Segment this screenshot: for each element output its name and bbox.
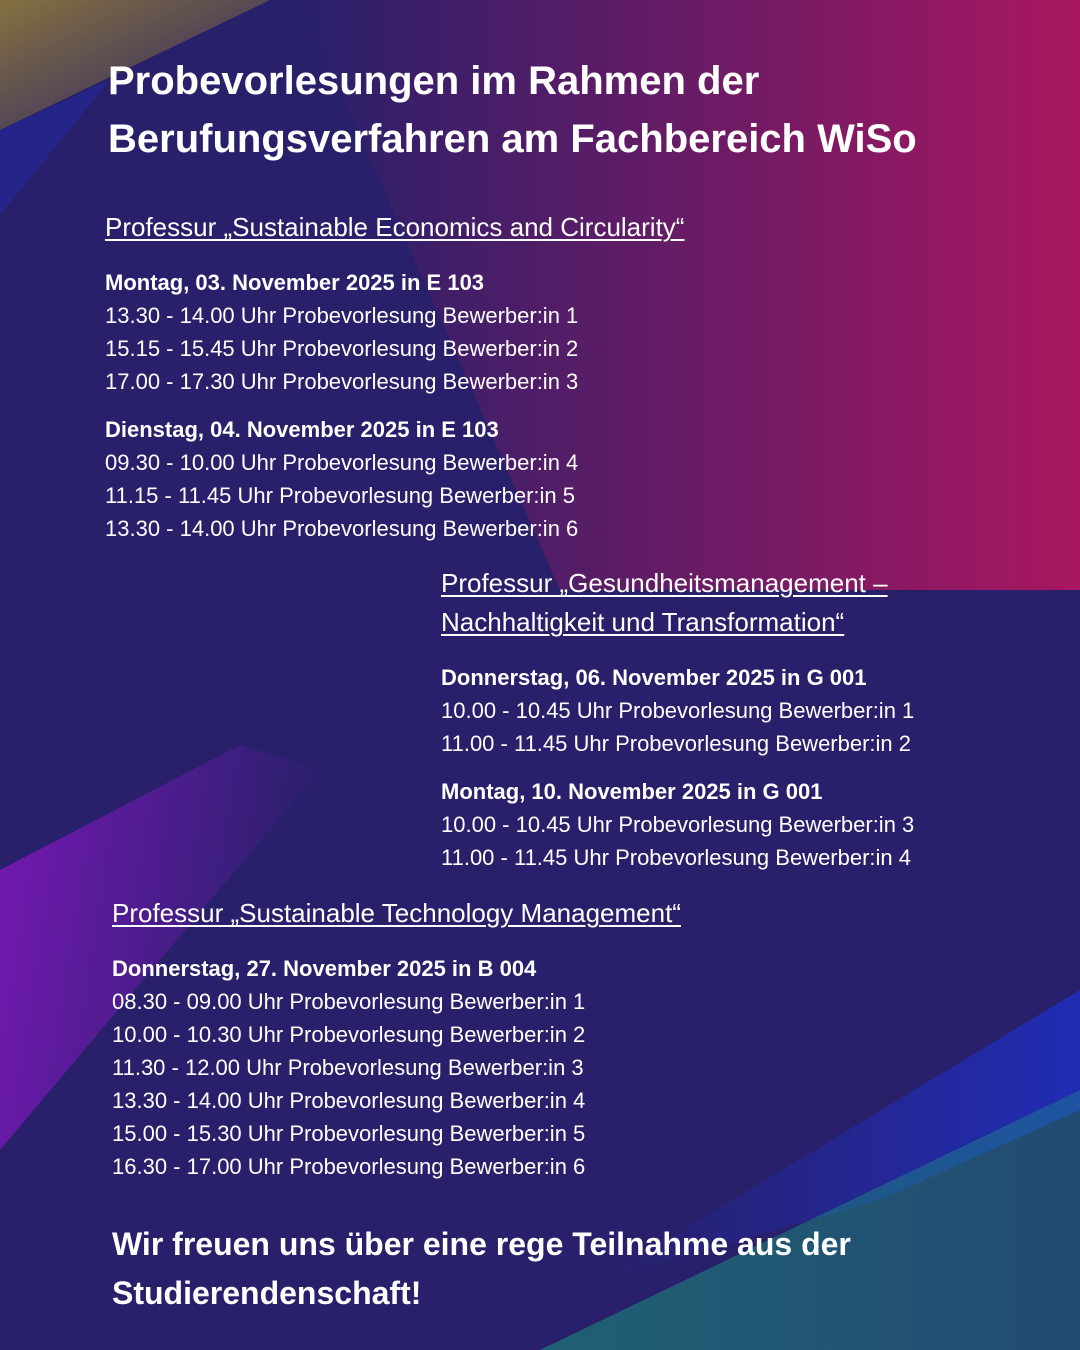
professorship-title: Professur „Sustainable Technology Management“ — [112, 898, 681, 928]
day-block — [105, 413, 805, 545]
time-slot: 08.30 - 09.00 Uhr Probevorlesung Bewerber:in 1 — [112, 989, 586, 1014]
day-block — [441, 775, 981, 874]
time-slot: 10.00 - 10.30 Uhr Probevorlesung Bewerber:in 2 — [112, 1022, 586, 1047]
time-slot: 11.15 - 11.45 Uhr Probevorlesung Bewerber:in 5 — [105, 483, 576, 508]
time-slot: 13.30 - 14.00 Uhr Probevorlesung Bewerber:in 4 — [112, 1088, 586, 1113]
day-heading: Donnerstag, 06. November 2025 in G 001 — [441, 665, 867, 690]
professorship-title: Professur „Gesundheitsmanagement – Nachhaltigkeit und Transformation“ — [441, 568, 888, 637]
time-slot: 17.00 - 17.30 Uhr Probevorlesung Bewerber:in 3 — [105, 369, 579, 394]
time-slot: 13.30 - 14.00 Uhr Probevorlesung Bewerber:in 1 — [105, 303, 579, 328]
time-slot: 10.00 - 10.45 Uhr Probevorlesung Bewerber:in 1 — [441, 698, 915, 723]
time-slot: 11.30 - 12.00 Uhr Probevorlesung Bewerber:in 3 — [112, 1055, 584, 1080]
day-block — [105, 266, 805, 398]
day-heading: Donnerstag, 27. November 2025 in B 004 — [112, 956, 537, 981]
professorship-title: Professur „Sustainable Economics and Circularity“ — [105, 212, 685, 242]
time-slot: 11.00 - 11.45 Uhr Probevorlesung Bewerber:in 4 — [441, 845, 912, 870]
time-slot: 13.30 - 14.00 Uhr Probevorlesung Bewerber:in 6 — [105, 516, 579, 541]
time-slot: 10.00 - 10.45 Uhr Probevorlesung Bewerber:in 3 — [441, 812, 915, 837]
time-slot: 15.00 - 15.30 Uhr Probevorlesung Bewerber:in 5 — [112, 1121, 586, 1146]
day-heading: Montag, 03. November 2025 in E 103 — [105, 270, 485, 295]
page-title: Probevorlesungen im Rahmen der Berufungsverfahren am Fachbereich WiSo — [108, 59, 917, 161]
section-technology-management — [112, 894, 872, 1183]
time-slot: 15.15 - 15.45 Uhr Probevorlesung Bewerber:in 2 — [105, 336, 579, 361]
day-heading: Dienstag, 04. November 2025 in E 103 — [105, 417, 499, 442]
time-slot: 09.30 - 10.00 Uhr Probevorlesung Bewerber:in 4 — [105, 450, 579, 475]
time-slot: 16.30 - 17.00 Uhr Probevorlesung Bewerber:in 6 — [112, 1154, 586, 1179]
time-slot: 11.00 - 11.45 Uhr Probevorlesung Bewerber:in 2 — [441, 731, 912, 756]
day-block — [112, 952, 872, 1183]
section-economics-circularity — [105, 208, 805, 545]
day-block — [441, 661, 981, 760]
section-gesundheitsmanagement — [441, 564, 981, 874]
day-heading: Montag, 10. November 2025 in G 001 — [441, 779, 823, 804]
closing-message: Wir freuen uns über eine rege Teilnahme aus der Studierendenschaft! — [112, 1226, 851, 1311]
